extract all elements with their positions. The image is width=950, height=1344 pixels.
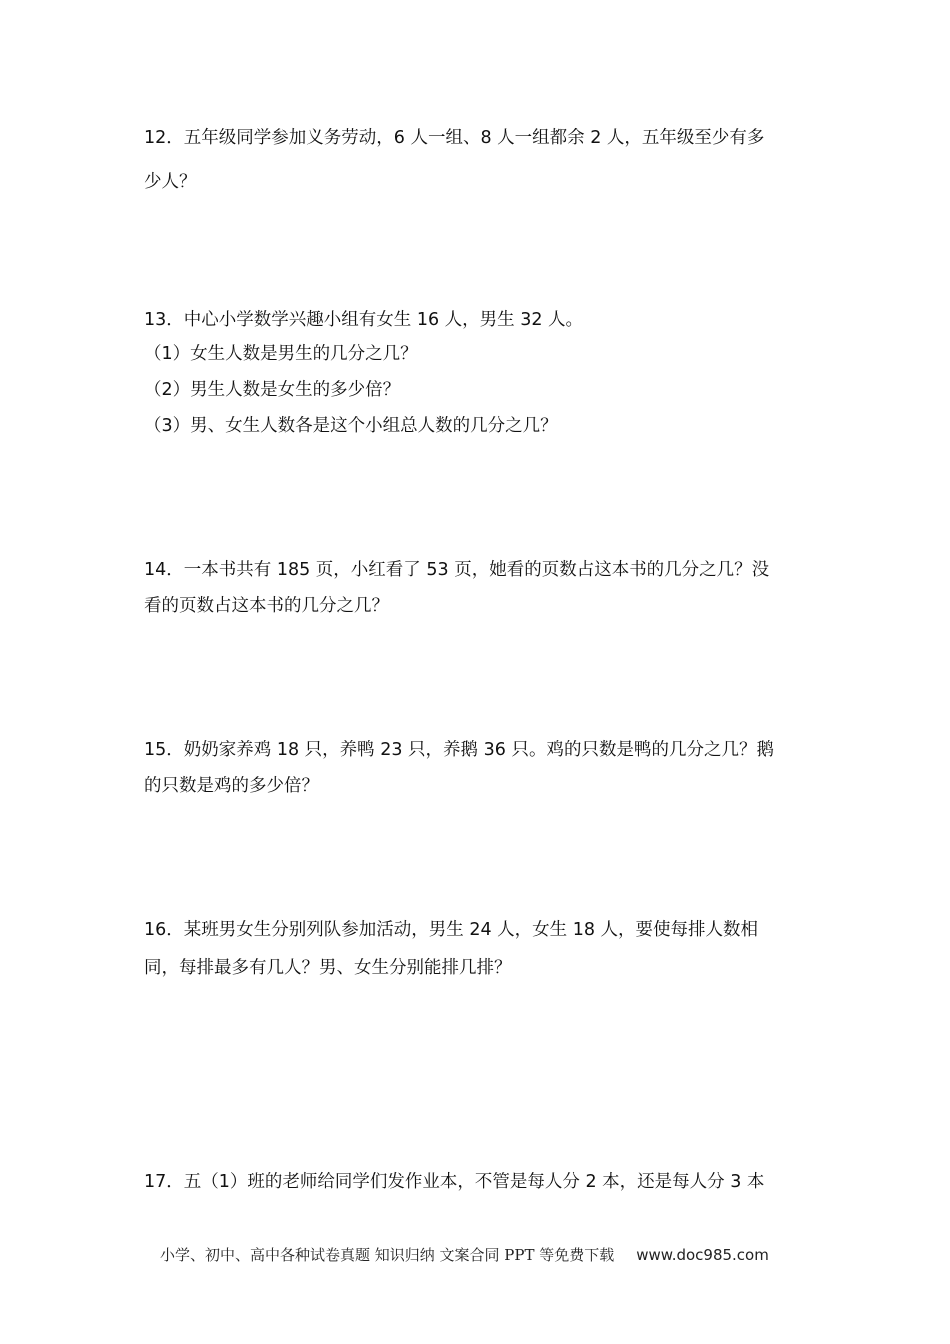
question-15-line-1: 15．奶奶家养鸡 18 只，养鸭 23 只，养鹅 36 只。鸡的只数是鸭的几分之几？鹅 — [144, 740, 774, 760]
question-13-line-1: 13．中心小学数学兴趣小组有女生 16 人，男生 32 人。 — [144, 310, 584, 330]
footer-text: 小学、初中、高中各种试卷真题 知识归纳 文案合同 PPT 等免费下载 — [160, 1246, 615, 1264]
question-16-line-2: 同，每排最多有几人？男、女生分别能排几排？ — [144, 958, 512, 978]
question-17-line-1: 17．五（1）班的老师给同学们发作业本，不管是每人分 2 本，还是每人分 3 本 — [144, 1172, 765, 1192]
question-13-sub-1: （1）女生人数是男生的几分之几？ — [144, 344, 418, 364]
page-footer — [160, 1244, 769, 1266]
question-12-line-2: 少人？ — [144, 172, 197, 192]
question-12-line-1: 12．五年级同学参加义务劳动，6 人一组、8 人一组都余 2 人，五年级至少有多 — [144, 128, 765, 148]
question-16-line-1: 16．某班男女生分别列队参加活动，男生 24 人，女生 18 人，要使每排人数相 — [144, 920, 759, 940]
question-13-sub-3: （3）男、女生人数各是这个小组总人数的几分之几？ — [144, 416, 558, 436]
footer-url-link[interactable]: www.doc985.com — [636, 1246, 769, 1264]
question-15-line-2: 的只数是鸡的多少倍？ — [144, 776, 319, 796]
question-13-sub-2: （2）男生人数是女生的多少倍？ — [144, 380, 401, 400]
question-14-line-1: 14．一本书共有 185 页，小红看了 53 页，她看的页数占这本书的几分之几？没 — [144, 560, 770, 580]
question-14-line-2: 看的页数占这本书的几分之几？ — [144, 596, 389, 616]
